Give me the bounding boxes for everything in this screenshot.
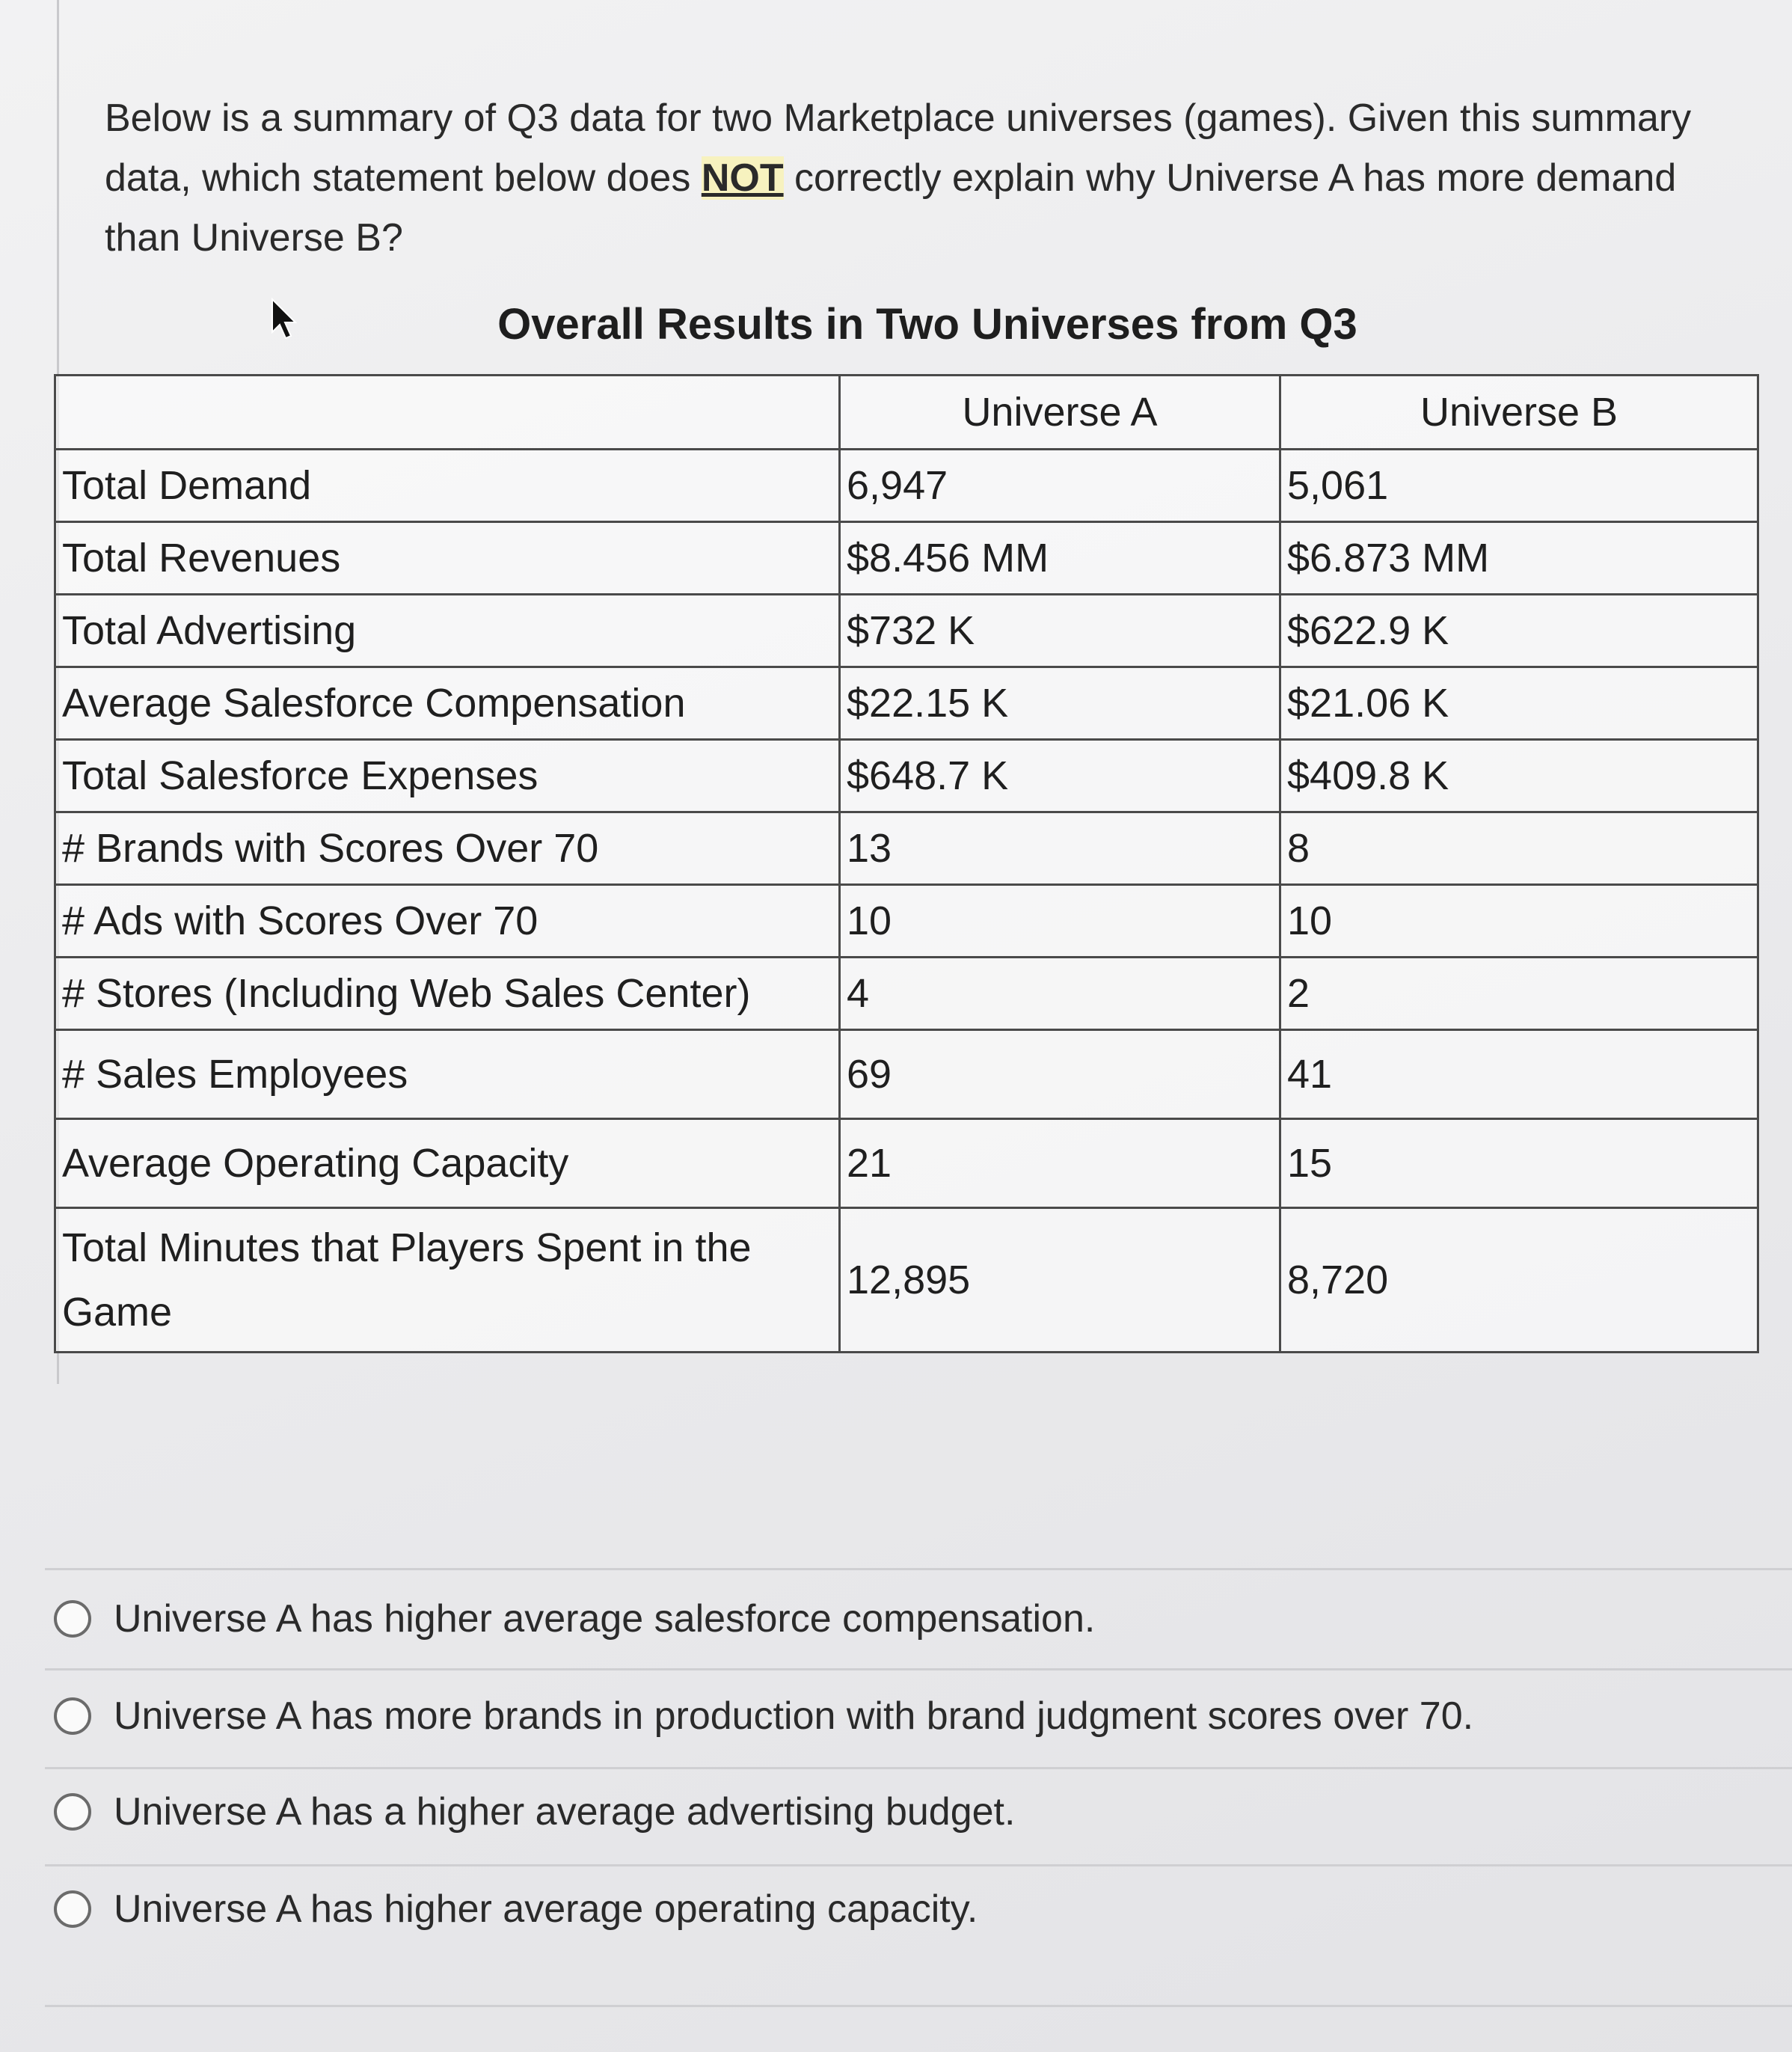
question-emphasis: NOT <box>701 156 784 200</box>
table-header-empty <box>55 376 840 450</box>
option-divider <box>45 1568 1792 1570</box>
row-label: # Sales Employees <box>55 1030 840 1119</box>
question-text <box>105 88 1735 268</box>
answer-option-3[interactable] <box>54 1789 1015 1834</box>
universe-b-value: 10 <box>1280 885 1758 958</box>
universe-a-value: 69 <box>840 1030 1280 1119</box>
universe-b-value: 8 <box>1280 812 1758 885</box>
universe-b-value: $622.9 K <box>1280 595 1758 667</box>
universe-a-value: 13 <box>840 812 1280 885</box>
universe-b-value: 41 <box>1280 1030 1758 1119</box>
answer-option-2[interactable] <box>54 1694 1473 1739</box>
universe-a-value: 4 <box>840 958 1280 1030</box>
answer-option-1[interactable] <box>54 1596 1095 1641</box>
radio-button[interactable] <box>54 1600 91 1638</box>
row-label: Total Minutes that Players Spent in the Game <box>55 1208 840 1353</box>
question-text-before: Below is a summary of Q3 data for two Marketplace universes (games). Given this summary data, which statement below does <box>105 97 1692 200</box>
table-row <box>55 812 1758 885</box>
universe-a-value: 21 <box>840 1119 1280 1208</box>
row-label: Total Salesforce Expenses <box>55 740 840 812</box>
row-label: Average Operating Capacity <box>55 1119 840 1208</box>
option-label: Universe A has higher average operating capacity. <box>114 1887 978 1931</box>
radio-button[interactable] <box>54 1890 91 1928</box>
universe-a-value: $648.7 K <box>840 740 1280 812</box>
table-header-universe-a: Universe A <box>840 376 1280 450</box>
universe-a-value: 6,947 <box>840 450 1280 522</box>
row-label: Total Revenues <box>55 522 840 595</box>
row-label: Average Salesforce Compensation <box>55 667 840 740</box>
table-row <box>55 667 1758 740</box>
table-row <box>55 522 1758 595</box>
table-row <box>55 595 1758 667</box>
option-divider <box>45 1668 1792 1670</box>
option-label: Universe A has higher average salesforce compensation. <box>114 1597 1096 1641</box>
table-header-universe-b: Universe B <box>1280 376 1758 450</box>
radio-button[interactable] <box>54 1793 91 1831</box>
universe-b-value: 5,061 <box>1280 450 1758 522</box>
row-label: Total Demand <box>55 450 840 522</box>
universe-b-value: 8,720 <box>1280 1208 1758 1353</box>
table-row <box>55 740 1758 812</box>
universe-b-value: $6.873 MM <box>1280 522 1758 595</box>
row-label: # Brands with Scores Over 70 <box>55 812 840 885</box>
row-label: # Ads with Scores Over 70 <box>55 885 840 958</box>
question-text-after: correctly explain why Universe A has more demand than Universe B? <box>105 156 1677 260</box>
table-header-row <box>55 376 1758 450</box>
universe-a-value: 10 <box>840 885 1280 958</box>
table-row <box>55 885 1758 958</box>
universe-a-value: $8.456 MM <box>840 522 1280 595</box>
universe-b-value: $21.06 K <box>1280 667 1758 740</box>
option-label: Universe A has a higher average advertising budget. <box>114 1790 1016 1834</box>
option-divider <box>45 1864 1792 1866</box>
universe-a-value: 12,895 <box>840 1208 1280 1353</box>
table-row <box>55 450 1758 522</box>
row-label: Total Advertising <box>55 595 840 667</box>
universe-b-value: $409.8 K <box>1280 740 1758 812</box>
option-divider <box>45 1767 1792 1769</box>
radio-button[interactable] <box>54 1697 91 1735</box>
universe-b-value: 15 <box>1280 1119 1758 1208</box>
table-row <box>55 958 1758 1030</box>
universe-a-value: $732 K <box>840 595 1280 667</box>
answer-option-4[interactable] <box>54 1887 978 1932</box>
option-label: Universe A has more brands in production with brand judgment scores over 70. <box>114 1694 1474 1738</box>
row-label: # Stores (Including Web Sales Center) <box>55 958 840 1030</box>
table-row <box>55 1119 1758 1208</box>
results-table <box>54 374 1759 1353</box>
universe-b-value: 2 <box>1280 958 1758 1030</box>
table-row <box>55 1030 1758 1119</box>
table-title: Overall Results in Two Universes from Q3 <box>497 300 1357 349</box>
universe-a-value: $22.15 K <box>840 667 1280 740</box>
option-divider <box>45 2005 1792 2007</box>
table-row <box>55 1208 1758 1353</box>
